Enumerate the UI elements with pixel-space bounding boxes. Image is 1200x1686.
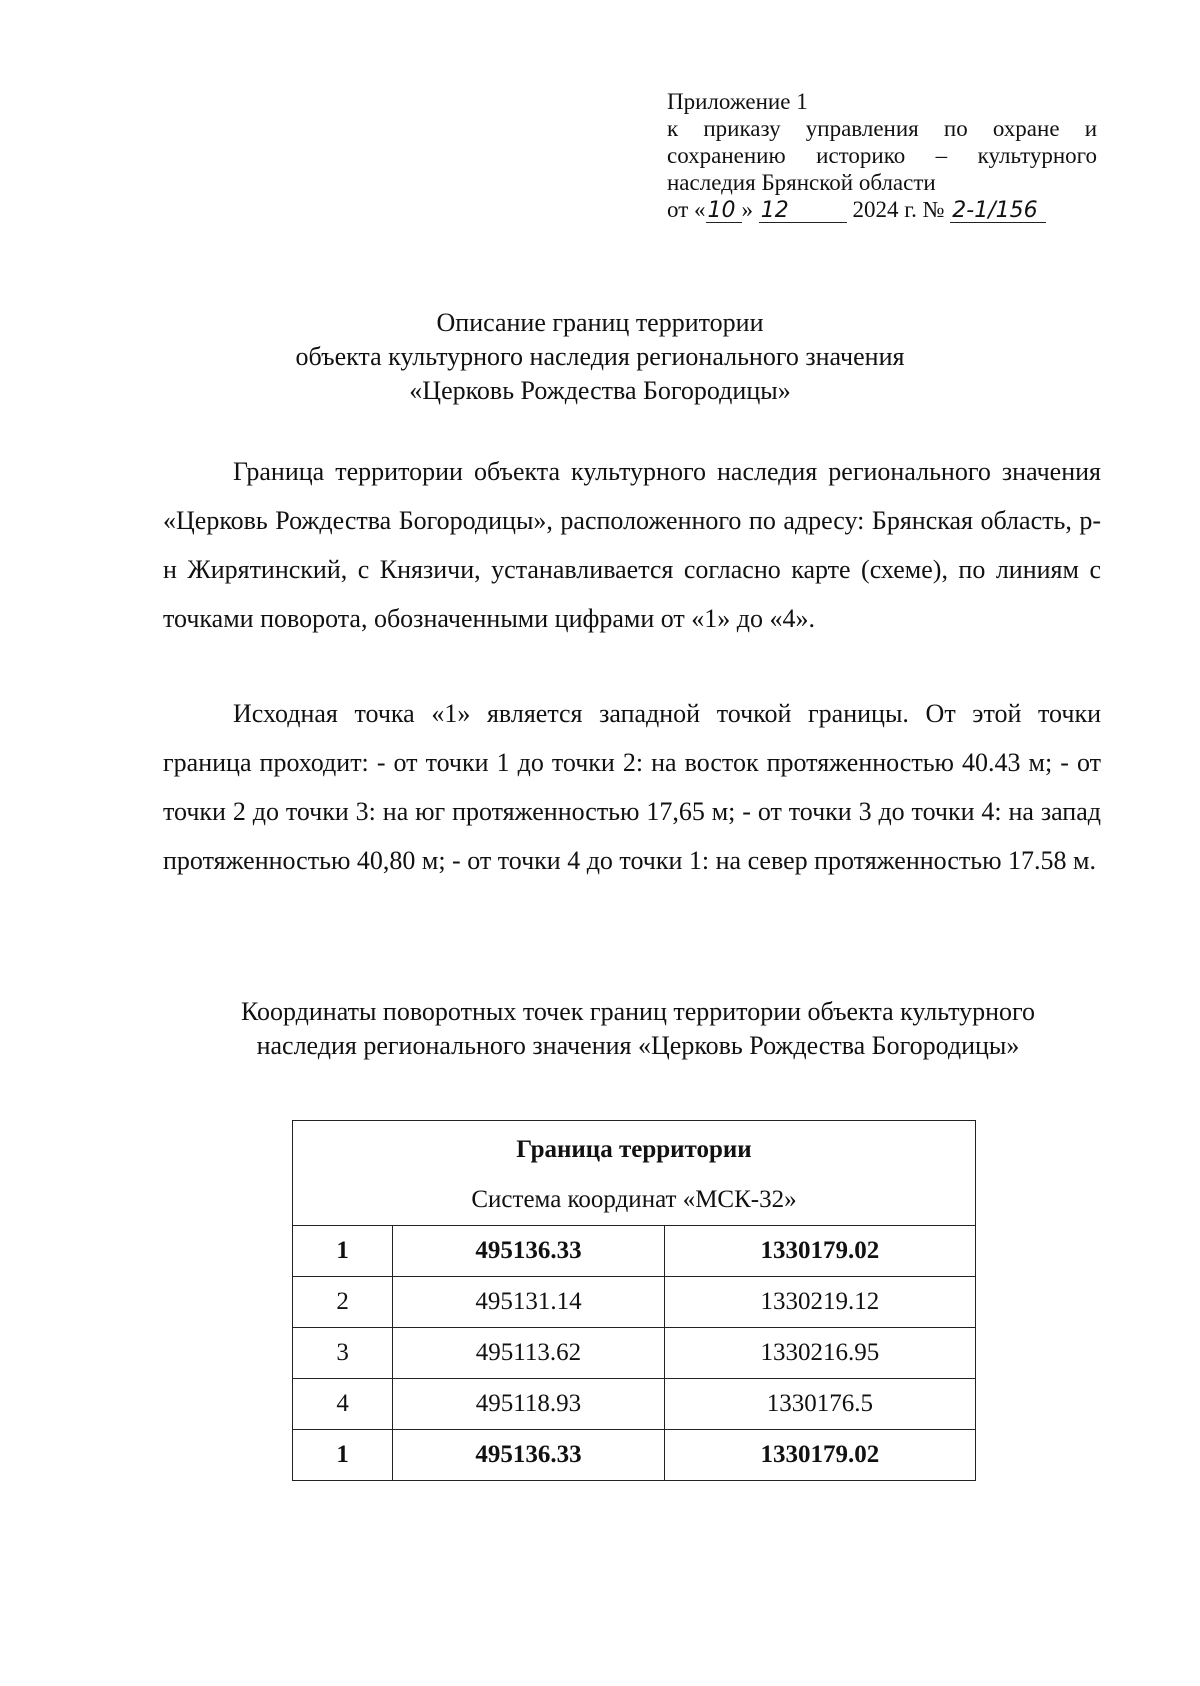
paragraph-1-text: Граница территории объекта культурного наследия регионального значения «Церковь Рождества Богородицы», расположенного по адресу: Брянская область, р-н Жирятинский, с Князичи, устанавливается согласно карте (схеме), по линиям с точками поворота, обозначенными цифрами от «1» до «4». <box>163 457 1101 633</box>
y-cell: 1330179.02 <box>664 1226 975 1277</box>
y-cell: 1330176.5 <box>664 1379 975 1430</box>
coordinates-title <box>0 995 1200 1063</box>
table-row <box>293 1277 976 1328</box>
point-cell: 3 <box>293 1328 393 1379</box>
appendix-line-2: к приказу управления по охране и <box>667 116 1097 141</box>
table-header: Граница территории <box>516 1136 752 1163</box>
date-prefix: от « <box>667 197 706 222</box>
y-cell: 1330179.02 <box>664 1430 975 1481</box>
x-cell: 495131.14 <box>393 1277 665 1328</box>
coordinates-title-line-1: Координаты поворотных точек границ территории объекта культурного <box>240 997 1036 1026</box>
handwritten-day: 10 <box>706 200 742 223</box>
table-subheader: Система координат «МСК-32» <box>471 1186 797 1213</box>
appendix-header <box>667 88 1097 223</box>
paragraph-2-text: Исходная точка «1» является западной точкой границы. От этой точки граница проходит: - от точки 1 до точки 2: на восток протяженностью 40.43 м; - от точки 2 до точки 3: на юг протяженностью 17,65 м; - от точки 3 до точки 4: на запад протяженностью 40,80 м; - от точки 4 до точки 1: на север протяженностью 17.58 м. <box>163 699 1101 875</box>
title-line-2: объекта культурного наследия регионального значения <box>295 342 905 371</box>
document-title <box>0 306 1200 408</box>
coordinates-title-line-2: наследия регионального значения «Церковь Рождества Богородицы» <box>256 1031 1020 1060</box>
x-cell: 495113.62 <box>393 1328 665 1379</box>
x-cell: 495118.93 <box>393 1379 665 1430</box>
table-row <box>293 1430 976 1481</box>
boundary-paragraph-1 <box>163 447 1101 643</box>
title-line-3: «Церковь Рождества Богородицы» <box>409 376 791 405</box>
handwritten-month: 12 <box>759 200 847 223</box>
boundary-paragraph-2 <box>163 689 1101 885</box>
x-cell: 495136.33 <box>393 1430 665 1481</box>
point-cell: 4 <box>293 1379 393 1430</box>
handwritten-order-number: 2-1/156 <box>950 200 1046 223</box>
title-line-1: Описание границ территории <box>436 308 764 337</box>
point-cell: 1 <box>293 1226 393 1277</box>
appendix-line-1: Приложение 1 <box>667 89 808 114</box>
y-cell: 1330219.12 <box>664 1277 975 1328</box>
table-row <box>293 1328 976 1379</box>
appendix-line-3: сохранению историко – культурного <box>667 143 1097 168</box>
year-text: 2024 г. № <box>852 197 945 222</box>
x-cell: 495136.33 <box>393 1226 665 1277</box>
table-row <box>293 1226 976 1277</box>
date-mid: » <box>741 197 753 222</box>
appendix-date-line <box>667 196 1097 223</box>
coordinates-table <box>292 1120 976 1481</box>
table-header-row <box>293 1121 976 1226</box>
table-header-cell <box>293 1121 976 1226</box>
point-cell: 1 <box>293 1430 393 1481</box>
appendix-line-4: наследия Брянской области <box>667 170 936 195</box>
point-cell: 2 <box>293 1277 393 1328</box>
table-row <box>293 1379 976 1430</box>
y-cell: 1330216.95 <box>664 1328 975 1379</box>
